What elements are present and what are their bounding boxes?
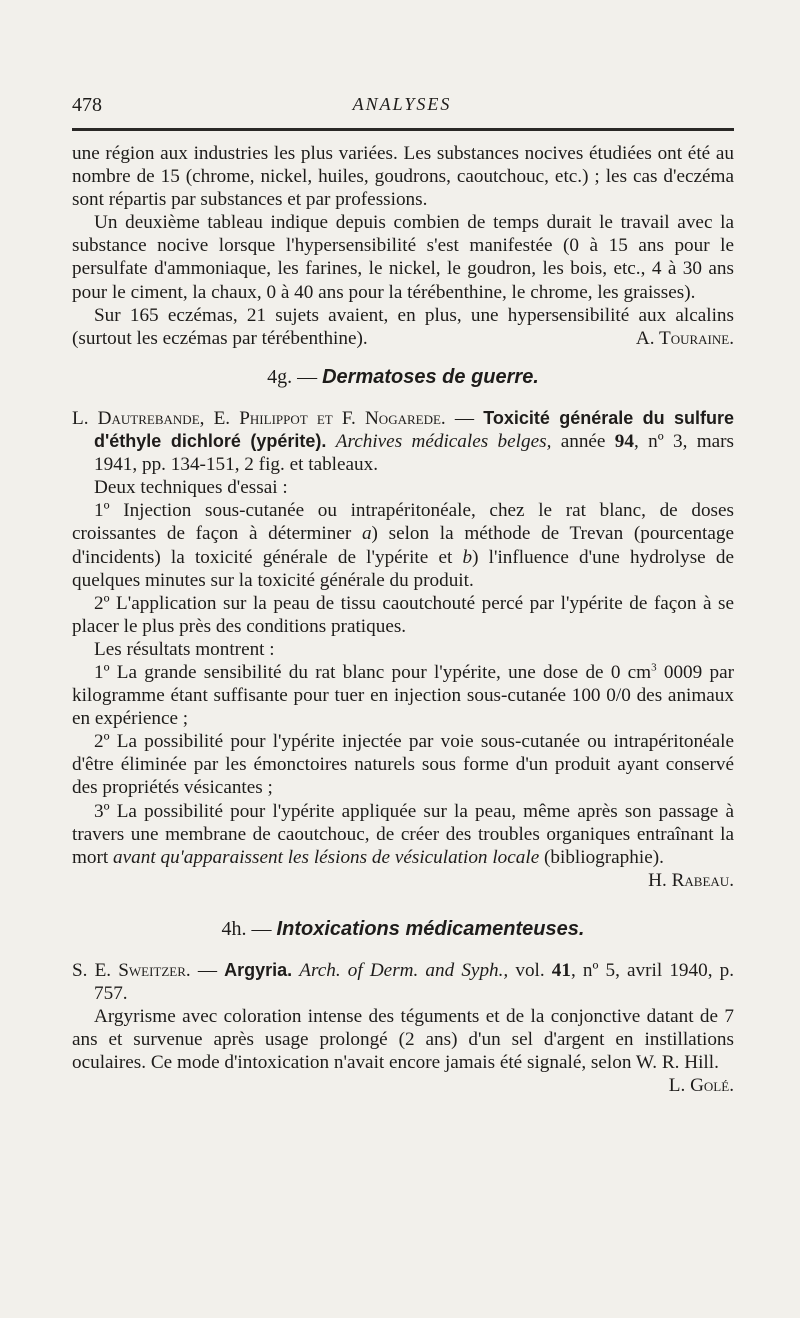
- section-dash: —: [246, 917, 277, 940]
- paragraph: Les résultats montrent :: [94, 638, 275, 660]
- signature: A. Touraine.: [635, 327, 734, 349]
- reference: [72, 407, 734, 476]
- page-number: 478: [72, 94, 102, 116]
- reference-volume: 94: [614, 431, 634, 453]
- page-header: [72, 94, 732, 124]
- paragraph-text: Sur 165 eczémas, 21 sujets avaient, en plus, une hypersensibilité aux alcalins (surtout les eczémas par térébenthine).: [72, 304, 734, 349]
- signature: L. Golé.: [668, 1075, 734, 1097]
- section-title: Dermatoses de guerre.: [322, 365, 539, 388]
- paragraph-text: Argyrisme avec coloration intense des téguments et de la conjonctive datant de 7 ans et survenue après usage prolongé (2 ans) d'un sel d'argent en instillations oculaires. Ce mode d'intoxication n'avait encore jamais été signalé, selon W. R. Hill.: [72, 1006, 734, 1074]
- paragraph: [72, 499, 734, 591]
- reference-volume: 41: [551, 960, 571, 981]
- paragraph: [72, 661, 734, 730]
- paragraph-text: ) selon la méthode de Trevan (pourcentage d'incidents) la toxicité générale de l'ypérite et: [72, 523, 734, 568]
- page-body: [72, 142, 734, 1098]
- paragraph-italic: b: [462, 546, 473, 568]
- section-number: 4g.: [267, 365, 293, 388]
- paragraph: 2º L'application sur la peau de tissu caoutchouté percé par l'ypérite de façon à se placer le plus près des conditions pratiques.: [72, 592, 734, 637]
- reference: [72, 959, 734, 1005]
- reference-year-prefix: année: [551, 431, 615, 453]
- superscript: 3: [651, 661, 657, 674]
- paragraph-text: 1º Injection sous-cutanée ou intrapéritonéale, chez le rat blanc, de doses croissantes de façon à déterminer: [72, 500, 734, 545]
- paragraph-text: ) l'influence d'une hydrolyse de quelques minutes sur la toxicité générale du produit.: [72, 546, 734, 591]
- paragraph: Un deuxième tableau indique depuis combien de temps durait le travail avec la substance nocive lorsque l'hypersensibilité s'est manifestée (0 à 15 ans pour le persulfate d'ammoniaque, les farines, le nickel, le goudron, les bois, etc., 4 à 30 ans pour le ciment, la chaux, 0 à 40 ans pour la térébenthine, le chrome, les graisses).: [72, 212, 734, 303]
- reference-details: , nº 3, mars 1941, pp. 134-151, 2 fig. et tableaux.: [94, 431, 734, 476]
- paragraph-text: 1º La grande sensibilité du rat blanc pour l'ypérite, une dose de 0 cm: [94, 661, 652, 683]
- paragraph: [72, 800, 734, 891]
- header-rule: [72, 128, 734, 131]
- paragraph-italic: avant qu'apparaissent les lésions de vésiculation locale: [113, 846, 540, 868]
- reference-title: Toxicité générale du sulfure d'éthyle dichloré (ypérite).: [94, 407, 735, 452]
- reference-journal: Arch. of Derm. and Syph.,: [299, 960, 509, 981]
- paragraph-text: 3º La possibilité pour l'ypérite appliquée sur la peau, même après son passage à travers une membrane de caoutchouc, de créer des troubles organiques entraînant la mort: [72, 800, 734, 868]
- paragraph-italic: a: [361, 523, 372, 545]
- paragraph: Deux techniques d'essai :: [94, 477, 288, 499]
- paragraph: [72, 1005, 734, 1097]
- reference-dash: —: [445, 407, 484, 429]
- running-title: ANALYSES: [352, 94, 452, 114]
- signature: H. Rabeau.: [648, 869, 734, 891]
- paragraph: une région aux industries les plus variées. Les substances nocives étudiées ont été au nombre de 15 (chrome, nickel, huiles, goudrons, caoutchouc, etc.) ; les cas d'eczéma sont répartis par substances et par professions.: [72, 143, 734, 211]
- paragraph-text: (bibliographie).: [539, 846, 664, 868]
- paragraph-text: 0009 par kilogramme étant suffisante pour tuer en injection sous-cutanée 100 0/0 des animaux en expérience ;: [72, 661, 734, 730]
- paragraph: [72, 304, 734, 350]
- paragraph: 2º La possibilité pour l'ypérite injectée par voie sous-cutanée ou intrapéritonéale d'être éliminée par les émonctoires naturels sous forme d'un produit ayant conservé des propriétés vésicantes ;: [72, 731, 734, 799]
- section-number: 4h.: [221, 917, 247, 940]
- section-dash: —: [292, 365, 323, 388]
- reference-authors: L. Dautrebande, E. Philippot et F. Nogarede.: [72, 407, 446, 429]
- reference-journal: Archives médicales belges,: [335, 431, 552, 453]
- reference-details: , nº 5, avril 1940, p. 757.: [94, 960, 734, 1005]
- reference-title: Argyria.: [224, 960, 293, 980]
- reference-authors: S. E. Sweitzer.: [72, 960, 191, 981]
- section-title: Intoxications médicamenteuses.: [276, 917, 585, 940]
- reference-dash: —: [190, 960, 225, 981]
- section-heading: [72, 366, 734, 389]
- reference-vol-prefix: vol.: [508, 960, 552, 981]
- section-heading: [72, 918, 734, 941]
